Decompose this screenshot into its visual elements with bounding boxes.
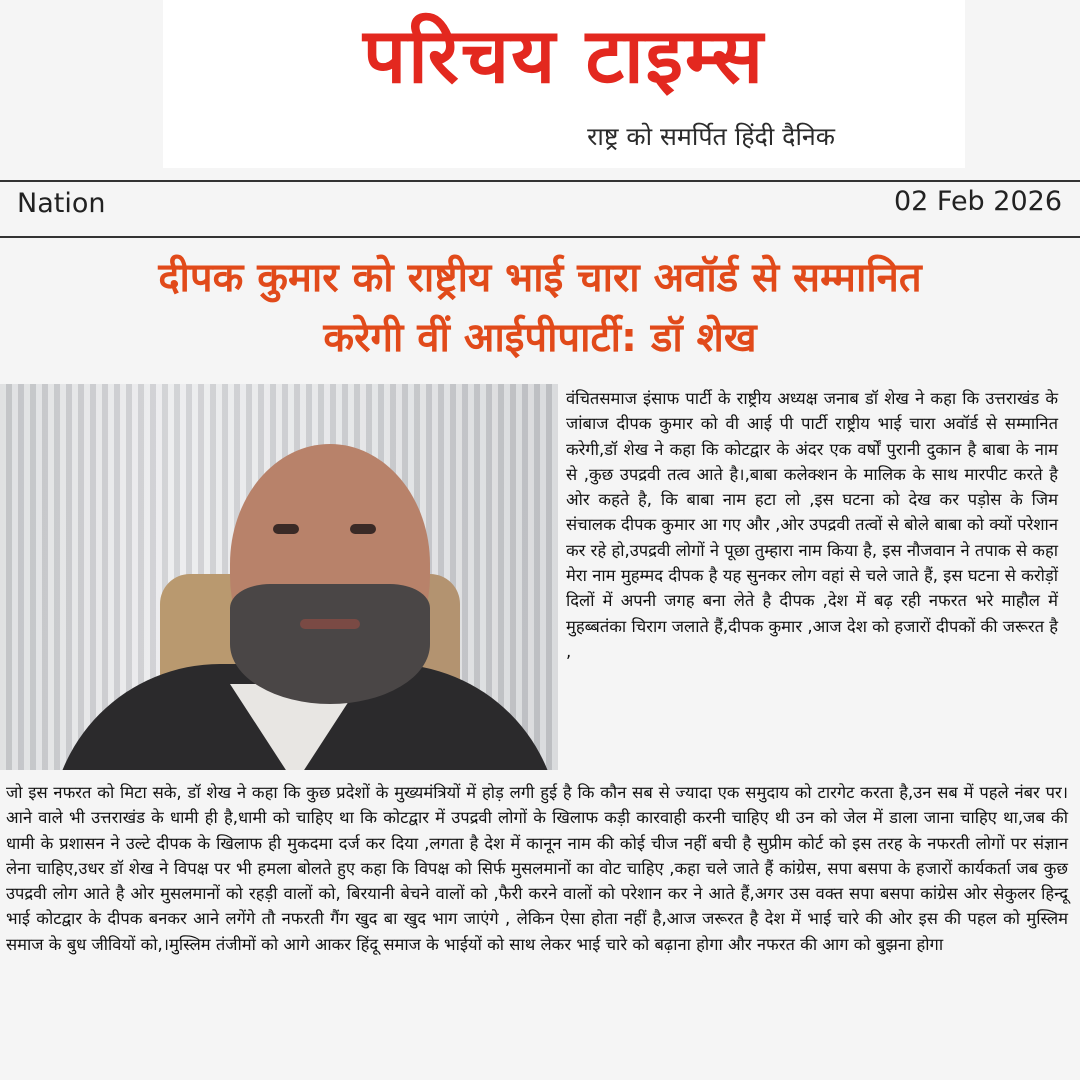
headline-line-1: दीपक कुमार को राष्ट्रीय भाई चारा अवॉर्ड से सम्मानित	[158, 255, 922, 301]
newspaper-logo-title: परिचय टाइम्स	[362, 11, 766, 100]
section-label: Nation	[17, 188, 106, 219]
photo-person-beard	[230, 584, 430, 704]
photo-person-mouth	[300, 619, 360, 629]
article-body-full-width	[6, 780, 1068, 957]
article-headline	[0, 248, 1080, 368]
headline-line-2: करेगी वीं आईपीपार्टी: डॉ शेख	[323, 315, 757, 361]
photo-person-eye-left	[273, 524, 299, 534]
article-paragraph-1: वंचितसमाज इंसाफ पार्टी के राष्ट्रीय अध्यक्ष जनाब डॉ शेख ने कहा कि उत्तराखंड के जांबाज दीपक कुमार को वी आई पी पार्टी राष्ट्रीय भाई चारा अवॉर्ड से सम्मानित करेगी,डॉ शेख ने कहा कि कोटद्वार के अंदर एक वर्षों पुरानी दुकान है बाबा के नाम से ,कुछ उपद्रवी तत्व आते है।,बाबा कलेक्शन के मालिक के साथ मारपीट करते है ओर कहते है, कि बाबा नाम हटा लो ,इस घटना को देख कर पड़ोस के जिम संचालक दीपक कुमार आ गए और ,ओर उपद्रवी तत्वों से बोले बाबा को क्यों परेशान कर रहे हो,उपद्रवी लोगों ने पूछा तुम्हारा नाम किया है, इस नौजवान ने तपाक से कहा मेरा नाम मुहम्मद दीपक है यह सुनकर लोग वहां से चले जाते हैं, इस घटना से करोड़ों दिलों में अपनी जगह बना लेते है दीपक ,देश में बढ़ रही नफरत भरे माहौल में मुहब्बतंका चिराग जलाते हैं,दीपक कुमार ,आज देश को हजारों दीपकों की जरूरत है ,	[566, 389, 1058, 661]
masthead	[163, 0, 965, 168]
bottom-divider	[0, 236, 1080, 238]
article-paragraph-2: जो इस नफरत को मिटा सके, डॉ शेख ने कहा कि कुछ प्रदेशों के मुख्यमंत्रियों में होड़ लगी हुई है कि कौन सब से ज्यादा एक समुदाय को टारगेट करता है,उन सब में पहले नंबर पर।आने वाले भी उत्तराखंड के धामी ही है,धामी को चाहिए था कि कोटद्वार में उपद्रवी लोगों के खिलाफ कड़ी कारवाही करनी चाहिए थी उन को जेल में डाला जाना चाहिए था,जब की धामी के प्रशासन ने उल्टे दीपक के खिलाफ ही मुकदमा दर्ज कर दिया ,लगता है देश में कानून नाम की कोई चीज नहीं बची है सुप्रीम कोर्ट को इस तरह के नफरती लोगों पर संज्ञान लेना चाहिए,उधर डॉ शेख ने विपक्ष पर भी हमला बोलते हुए कहा कि विपक्ष को सिर्फ मुसलमानों का वोट चाहिए ,कहा चले जाते हैं कांग्रेस, सपा बसपा के हजारों कार्यकर्ता जब कुछ उपद्रवी लोग आते है ओर मुसलमानों को रहड़ी वालों को, बिरयानी बेचने वालों को ,फैरी करने वालों को परेशान कर ने आते हैं,अगर उस वक्त सपा बसपा कांग्रेस ओर सेकुलर हिन्दू भाई कोटद्वार के दीपक बनकर आने लगेंगे तौ नफरती गैंग खुद बा खुद भाग जाएंगे , लेकिन ऐसा होता नहीं है,आज जरूरत है देश में भाई चारे की ओर इस की पहल को मुस्लिम समाज के बुध जीवियों को,।मुस्लिम तंजीमों को आगे आकर हिंदू समाज के भाईयों को साथ लेकर भाई चारे को बढ़ाना होगा और नफरत की आग को बुझना होगा	[6, 783, 1068, 954]
top-divider	[0, 180, 1080, 182]
article-body-column	[566, 386, 1058, 664]
publish-date: 02 Feb 2026	[893, 186, 1062, 217]
photo-person-eye-right	[350, 524, 376, 534]
newspaper-tagline: राष्ट्र को समर्पित हिंदी दैनिक	[587, 122, 835, 151]
article-photo	[0, 384, 558, 770]
